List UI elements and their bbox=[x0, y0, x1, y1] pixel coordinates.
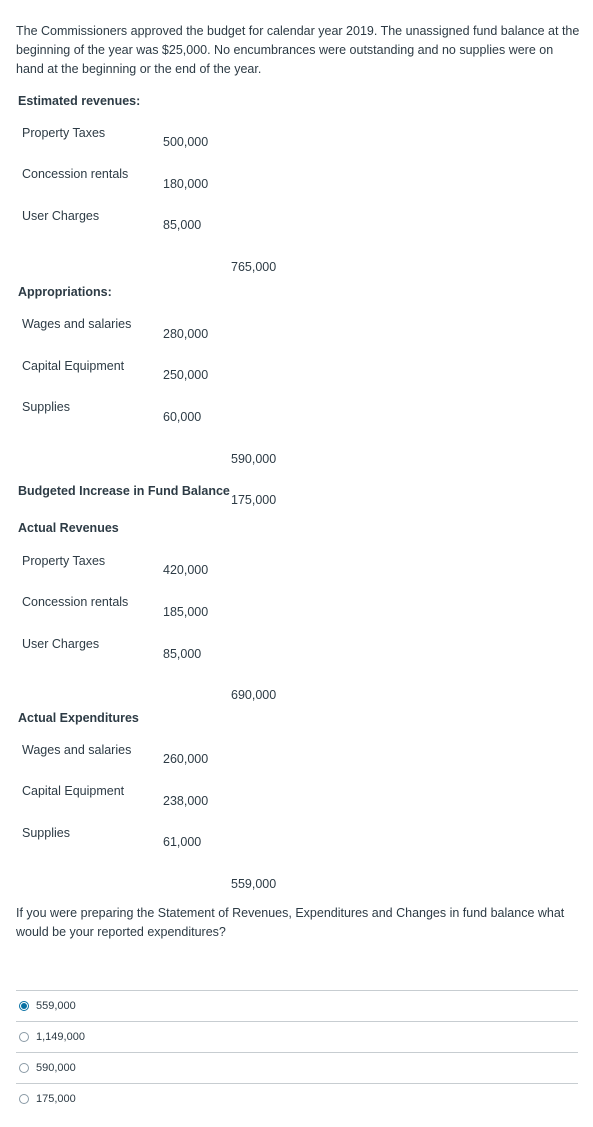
answer-option[interactable] bbox=[16, 1083, 578, 1114]
estimated-revenues-heading: Estimated revenues: bbox=[18, 94, 141, 108]
answer-label: 590,000 bbox=[36, 1062, 76, 1074]
actual-expenditures-total: 559,000 bbox=[231, 877, 277, 891]
actual-expenditure-amount: 238,000 bbox=[163, 794, 209, 808]
radio-icon[interactable] bbox=[19, 1094, 29, 1104]
estimated-revenue-label: Concession rentals bbox=[22, 167, 129, 181]
budgeted-increase-amount: 175,000 bbox=[231, 493, 277, 507]
actual-revenues-total: 690,000 bbox=[231, 688, 277, 702]
appropriations-total: 590,000 bbox=[231, 452, 277, 466]
appropriation-amount: 60,000 bbox=[163, 410, 202, 424]
actual-revenue-label: Property Taxes bbox=[22, 554, 106, 568]
appropriation-amount: 250,000 bbox=[163, 368, 209, 382]
estimated-revenues-total: 765,000 bbox=[231, 260, 277, 274]
answer-option[interactable] bbox=[16, 990, 578, 1021]
answer-label: 175,000 bbox=[36, 1093, 76, 1105]
appropriations-heading: Appropriations: bbox=[18, 285, 112, 299]
appropriation-label: Supplies bbox=[22, 400, 70, 414]
appropriation-amount: 280,000 bbox=[163, 327, 209, 341]
radio-icon[interactable] bbox=[19, 1063, 29, 1073]
actual-expenditure-amount: 61,000 bbox=[163, 835, 202, 849]
actual-revenue-amount: 85,000 bbox=[163, 647, 202, 661]
actual-revenue-label: User Charges bbox=[22, 637, 100, 651]
answer-label: 559,000 bbox=[36, 1000, 76, 1012]
actual-expenditure-label: Capital Equipment bbox=[22, 784, 125, 798]
answer-option[interactable] bbox=[16, 1021, 578, 1052]
question-text: If you were preparing the Statement of Revenues, Expenditures and Changes in fund balance what would be your reported expenditures? bbox=[16, 906, 565, 939]
actual-revenue-label: Concession rentals bbox=[22, 595, 129, 609]
radio-selected-icon[interactable] bbox=[19, 1001, 29, 1011]
budgeted-increase-label: Budgeted Increase in Fund Balance bbox=[18, 484, 230, 498]
appropriation-label: Wages and salaries bbox=[22, 317, 132, 331]
estimated-revenue-label: Property Taxes bbox=[22, 126, 106, 140]
estimated-revenue-amount: 500,000 bbox=[163, 135, 209, 149]
estimated-revenue-label: User Charges bbox=[22, 209, 100, 223]
actual-revenue-amount: 420,000 bbox=[163, 563, 209, 577]
actual-expenditure-amount: 260,000 bbox=[163, 752, 209, 766]
actual-expenditure-label: Supplies bbox=[22, 826, 70, 840]
radio-icon[interactable] bbox=[19, 1032, 29, 1042]
actual-revenues-heading: Actual Revenues bbox=[18, 521, 119, 535]
appropriation-label: Capital Equipment bbox=[22, 359, 125, 373]
actual-expenditure-label: Wages and salaries bbox=[22, 743, 132, 757]
estimated-revenue-amount: 85,000 bbox=[163, 218, 202, 232]
estimated-revenue-amount: 180,000 bbox=[163, 177, 209, 191]
answer-option[interactable] bbox=[16, 1052, 578, 1083]
actual-revenue-amount: 185,000 bbox=[163, 605, 209, 619]
question-intro-text: The Commissioners approved the budget for calendar year 2019. The unassigned fund balance at the beginning of the year was $25,000. No encumbrances were outstanding and no supplies were on hand at the beginning or the end of the year. bbox=[16, 24, 580, 76]
answer-label: 1,149,000 bbox=[36, 1031, 85, 1043]
actual-expenditures-heading: Actual Expenditures bbox=[18, 711, 139, 725]
answer-list bbox=[16, 990, 578, 1114]
